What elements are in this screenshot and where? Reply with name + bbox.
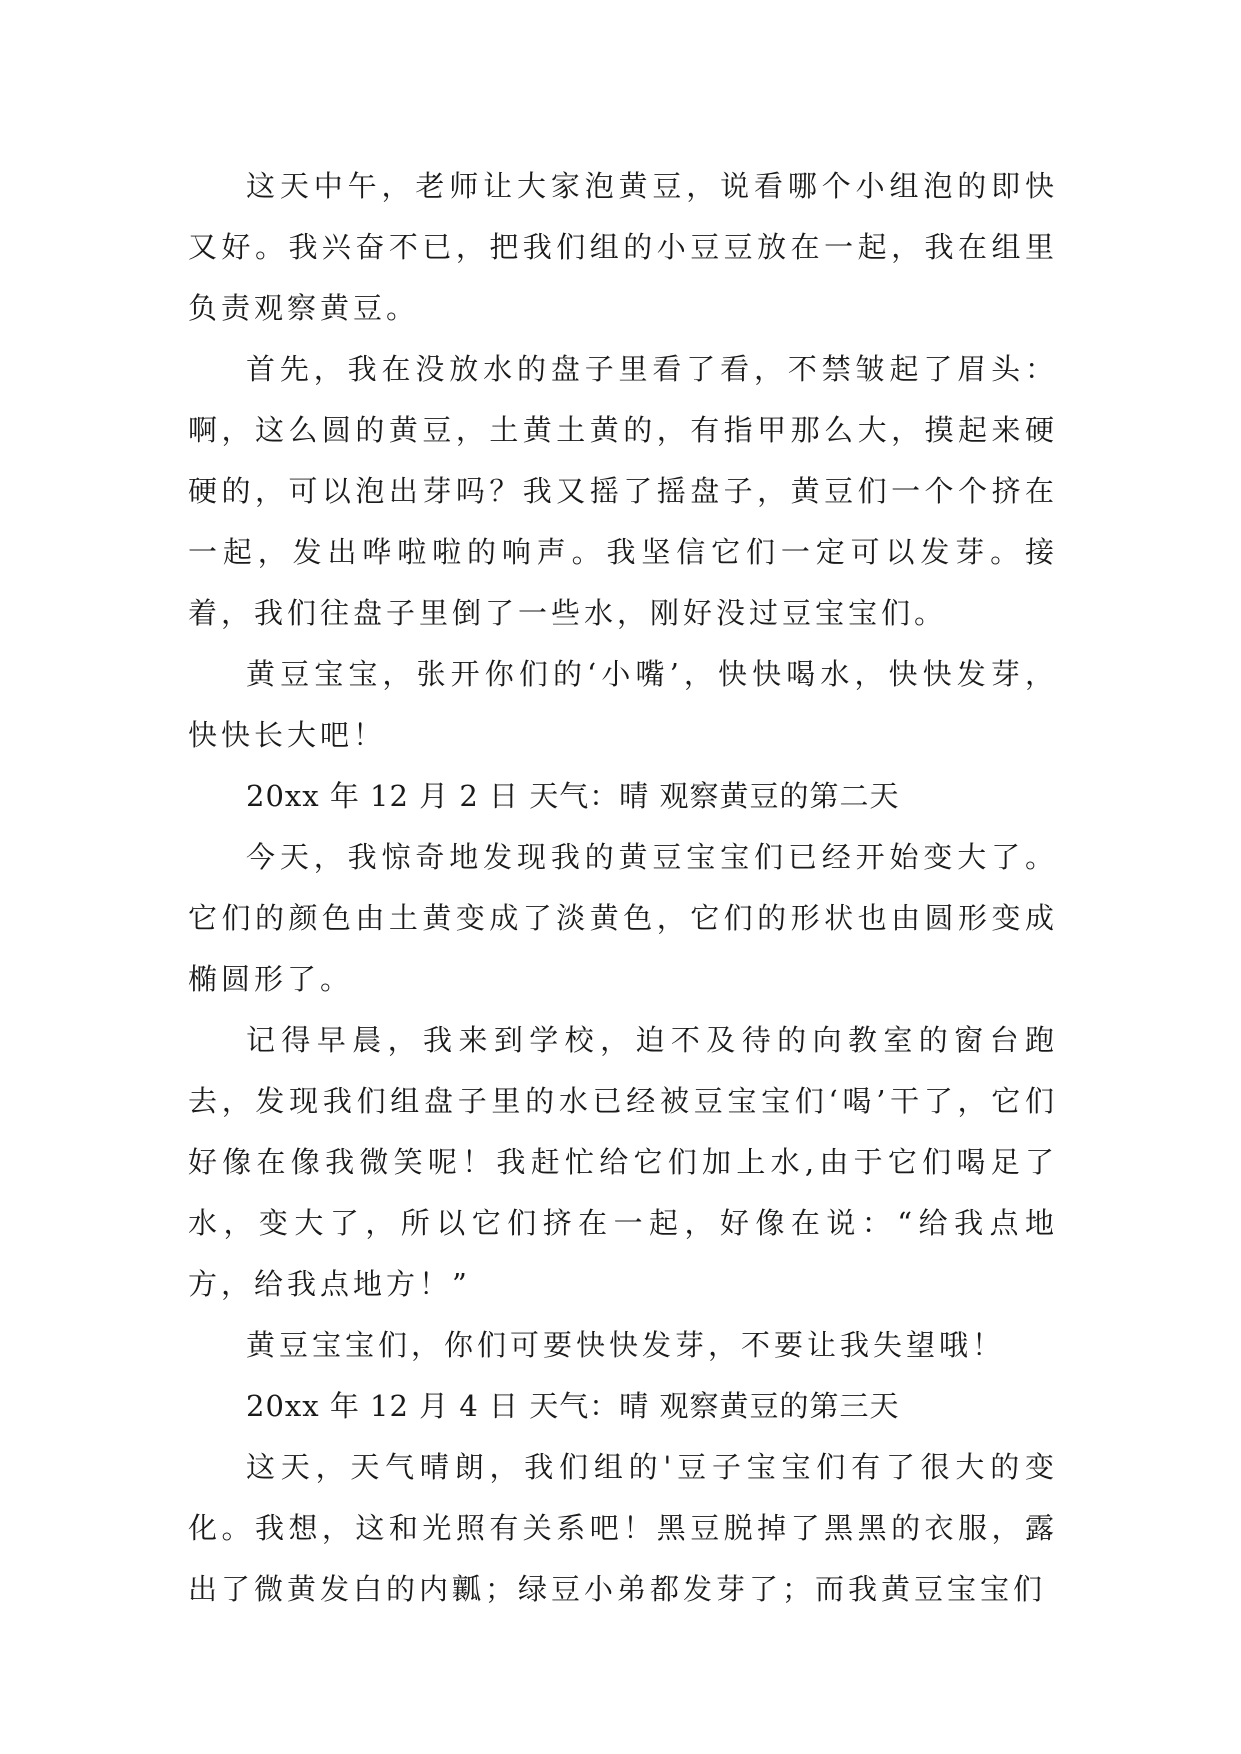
paragraph-soaking-beans: 这天中午，老师让大家泡黄豆，说看哪个小组泡的即快又好。我兴奋不已，把我们组的小豆豆放在一起，我在组里负责观察黄豆。	[188, 169, 1058, 325]
diary-date-day-three: 20xx 年 12 月 4 日 天气：晴 观察黄豆的第三天	[246, 1389, 900, 1423]
paragraph-hope: 黄豆宝宝们，你们可要快快发芽，不要让我失望哦！	[246, 1328, 1006, 1362]
diary-date-day-two: 20xx 年 12 月 2 日 天气：晴 观察黄豆的第二天	[246, 779, 900, 813]
paragraph-morning-visit: 记得早晨，我来到学校，迫不及待的向教室的窗台跑去，发现我们组盘子里的水已经被豆宝宝们‘喝’干了，它们好像在像我微笑呢！我赶忙给它们加上水,由于它们喝足了水，变大了，所以它们挤在一起，好像在说：“给我点地方，给我点地方！”	[188, 1023, 1058, 1301]
paragraph-beans-growing: 今天，我惊奇地发现我的黄豆宝宝们已经开始变大了。它们的颜色由土黄变成了淡黄色，它们的形状也由圆形变成椭圆形了。	[188, 840, 1058, 996]
paragraph-sunny-day: 这天，天气晴朗，我们组的'豆子宝宝们有了很大的变化。我想，这和光照有关系吧！黑豆脱掉了黑黑的衣服，露出了微黄发白的内瓤；绿豆小弟都发芽了；而我黄豆宝宝们	[188, 1450, 1058, 1606]
document-body	[188, 156, 1058, 1620]
paragraph-first-observation: 首先，我在没放水的盘子里看了看，不禁皱起了眉头：啊，这么圆的黄豆，土黄土黄的，有指甲那么大，摸起来硬硬的，可以泡出芽吗？我又摇了摇盘子，黄豆们一个个挤在一起，发出哗啦啦的响声。我坚信它们一定可以发芽。接着，我们往盘子里倒了一些水，刚好没过豆宝宝们。	[188, 352, 1058, 630]
paragraph-encouragement: 黄豆宝宝，张开你们的‘小嘴’，快快喝水，快快发芽，快快长大吧！	[188, 657, 1058, 752]
